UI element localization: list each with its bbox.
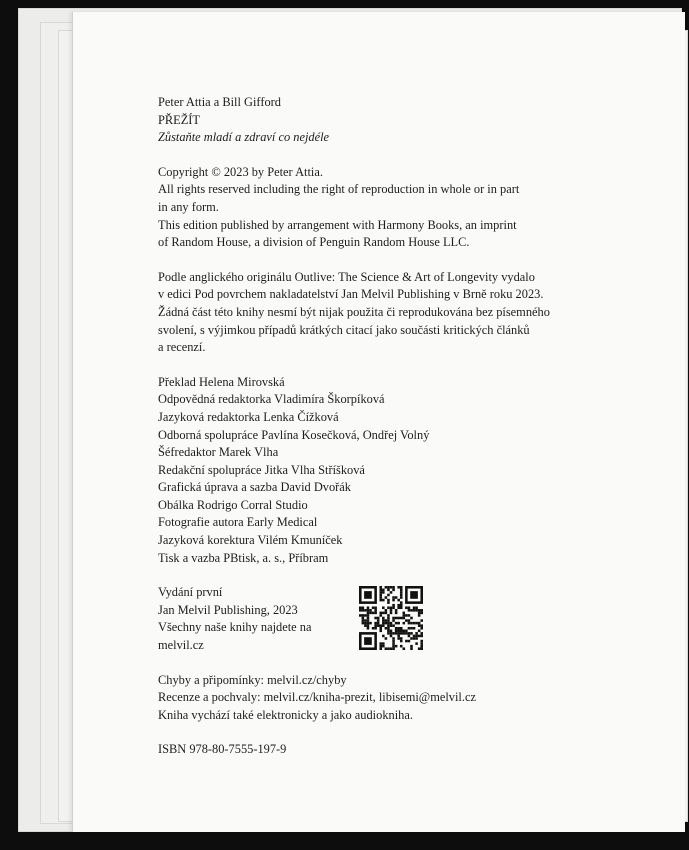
- isbn: ISBN 978-80-7555-197-9: [158, 742, 287, 757]
- credit-line: Tisk a vazba PBtisk, a. s., Příbram: [158, 550, 329, 565]
- qr-code-icon: [359, 586, 423, 650]
- authors: Peter Attia a Bill Gifford: [158, 95, 281, 109]
- credit-line: Grafická úprava a sazba David Dvořák: [158, 480, 351, 495]
- publication-block: [158, 584, 608, 654]
- contacts-block: [158, 672, 608, 725]
- original-line: Podle anglického originálu Outlive: The Science & Art of Longevity vydalo: [158, 269, 535, 284]
- credits-block: [158, 374, 608, 568]
- credit-line: Redakční spolupráce Jitka Vlha Stříšková: [158, 462, 365, 477]
- publication-line: Jan Melvil Publishing, 2023: [158, 602, 298, 617]
- publication-line: Všechny naše knihy najdete na: [158, 620, 312, 635]
- copyright-line: in any form.: [158, 199, 219, 214]
- book-title: PŘEŽÍT: [158, 112, 200, 127]
- copyright-line: of Random House, a division of Penguin Random House LLC.: [158, 235, 470, 250]
- publication-line: melvil.cz: [158, 638, 204, 653]
- imprint-text: [158, 94, 608, 759]
- credit-line: Šéfredaktor Marek Vlha: [158, 445, 279, 460]
- credit-line: Odpovědná redaktorka Vladimíra Škorpíková: [158, 392, 385, 407]
- credit-line: Překlad Helena Mirovská: [158, 374, 285, 389]
- copyright-line: This edition published by arrangement with Harmony Books, an imprint: [158, 217, 517, 232]
- original-line: svolení, s výjimkou případů krátkých citací jako součásti kritických článků: [158, 322, 530, 337]
- publication-line: Vydání první: [158, 585, 223, 600]
- original-line: Žádná část této knihy nesmí být nijak použita či reprodukována bez písemného: [158, 304, 550, 319]
- contact-line: Chyby a připomínky: melvil.cz/chyby: [158, 672, 347, 687]
- credit-line: Odborná spolupráce Pavlína Kosečková, Ondřej Volný: [158, 427, 430, 442]
- book-subtitle: Zůstaňte mladí a zdraví co nejdéle: [158, 130, 330, 145]
- copyright-line: All rights reserved including the right of reproduction in whole or in part: [158, 182, 520, 197]
- contact-line: Recenze a pochvaly: melvil.cz/kniha-prezit, libisemi@melvil.cz: [158, 690, 476, 705]
- credit-line: Jazyková korektura Vilém Kmuníček: [158, 533, 343, 548]
- credit-line: Obálka Rodrigo Corral Studio: [158, 497, 308, 512]
- copyright-line: Copyright © 2023 by Peter Attia.: [158, 164, 323, 179]
- contact-line: Kniha vychází také elektronicky a jako audiokniha.: [158, 707, 413, 722]
- credit-line: Jazyková redaktorka Lenka Čížková: [158, 409, 339, 424]
- credit-line: Fotografie autora Early Medical: [158, 515, 318, 530]
- original-edition-block: [158, 269, 608, 357]
- copyright-block: [158, 164, 608, 252]
- original-line: v edici Pod povrchem nakladatelství Jan Melvil Publishing v Brně roku 2023.: [158, 287, 544, 302]
- original-line: a recenzí.: [158, 340, 206, 355]
- book-header: [158, 94, 608, 147]
